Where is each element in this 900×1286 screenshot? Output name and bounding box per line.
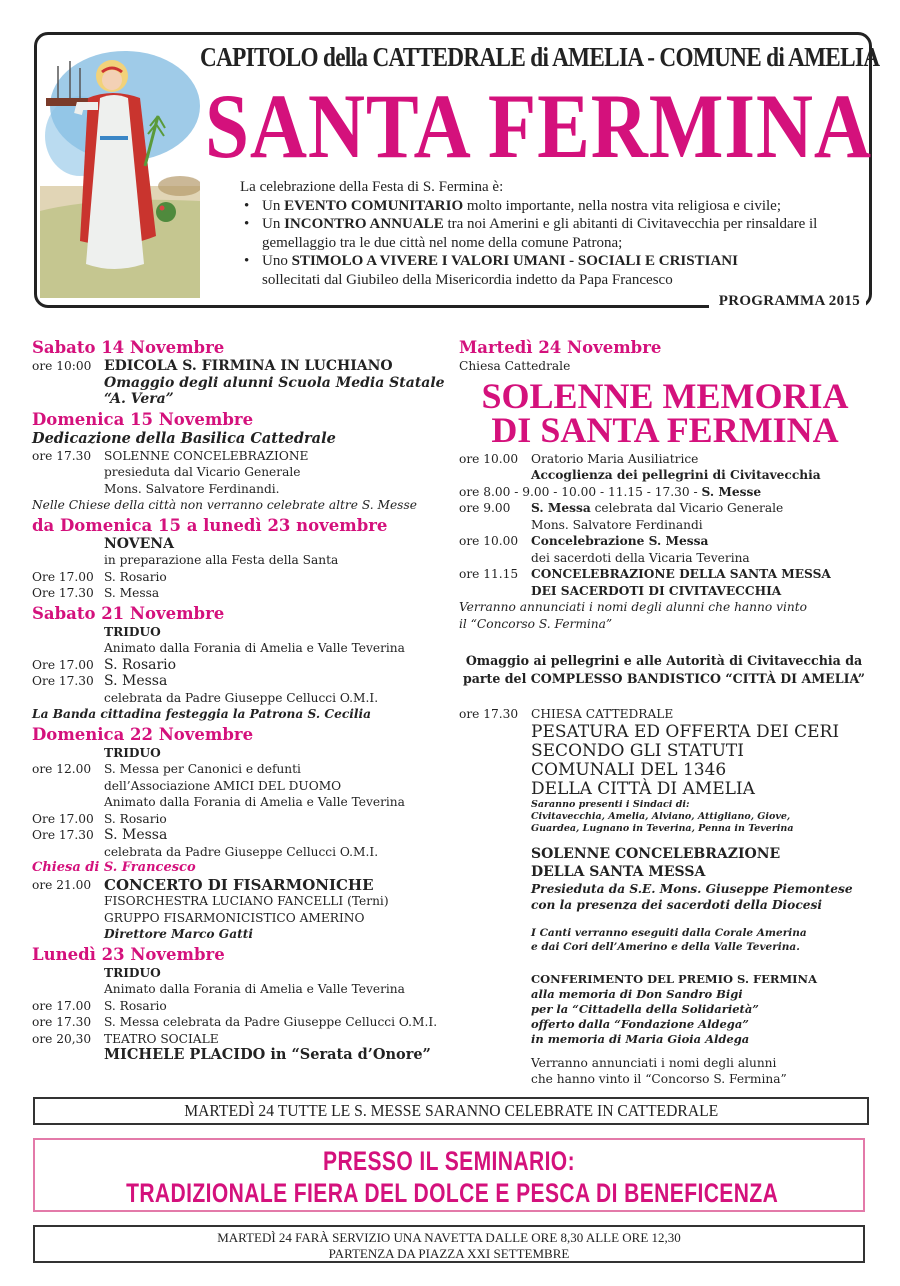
intro-lead: La celebrazione della Festa di S. Fermina è: [240,179,504,195]
shuttle-banner: MARTEDÌ 24 FARÀ SERVIZIO UNA NAVETTA DALLE ORE 8,30 ALLE ORE 12,30 PARTENZA DA PIAZZA XXI SETTEMBRE [33,1225,865,1263]
event-row: Ore 17.00 S. Rosario [32,656,177,673]
intro-bullet: • Uno STIMOLO A VIVERE I VALORI UMANI - SOCIALI E CRISTIANI sollecitati dal Giubileo della Misericordia indetto da Papa Francesco [240,252,852,289]
event-row: ore 10:00 EDICOLA S. FIRMINA IN LUCHIANO Omaggio degli alunni Scuola Media Statale “A. Vera” [32,358,445,407]
event-row: ore 20,30 TEATRO SOCIALE MICHELE PLACIDO in “Serata d’Onore” [32,1031,431,1063]
event-row: ore 9.00 S. Messa celebrata dal Vicario Generale Mons. Salvatore Ferdinandi [459,501,784,532]
day-heading: Domenica 15 Novembre [32,409,254,429]
church-heading: Chiesa di S. Francesco [32,860,196,875]
note: Nelle Chiese della città non verranno celebrate altre S. Messe [32,498,417,512]
saint-fermina-illustration [40,36,200,298]
band-tribute: Omaggio ai pellegrini e alle Autorità di Civitavecchia da parte del COMPLESSO BANDISTICO “CITTÀ DI AMELIA” [462,653,866,686]
note: il “Concorso S. Fermina” [459,616,613,631]
event-row: ore 12.00 S. Messa per Canonici e defunti dell’Associazione AMICI DEL DUOMO Animato dalla Forania di Amelia e Valle Teverina [32,762,405,809]
day-heading: Domenica 22 Novembre [32,724,254,744]
note: Verranno annunciati i nomi degli alunni che hanno vinto [459,600,807,614]
location: Chiesa Cattedrale [459,359,571,373]
note: La Banda cittadina festeggia la Patrona S. Cecilia [32,707,372,721]
day-heading: da Domenica 15 a lunedì 23 novembre [32,515,388,535]
event-row: ore 11.15 CONCELEBRAZIONE DELLA SANTA MESSA DEI SACERDOTI DI CIVITAVECCHIA [459,567,831,598]
award-section: CONFERIMENTO DEL PREMIO S. FERMINA alla memoria di Don Sandro Bigi per la “Cittadella della Solidarietà” offerto dalla “Fondazione Aldega” in memoria di Maria Gioia Aldega [531,971,817,1046]
intro-bullets [240,197,852,290]
programma-label: PROGRAMMA 2015 [709,293,866,310]
schedule-right-column [459,336,869,1088]
schedule-left-column: Sabato 14 Novembre ore 10:00 EDICOLA S. FIRMINA IN LUCHIANO Omaggio degli alunni Scuola Media Statale “A. Vera” Domenica 15 Novembre Dedicazione della Basilica Cattedrale ore 17.30 SOLENNE CONCELEBRAZIONE presieduta dal Vicario Generale Mons. Salvatore Ferdinandi. Nelle Chiese della città non verranno celebrate altre S. Messe da Domenica 15 a lunedì 23 novembre NOVENA in preparazione alla Festa della Santa Ore 17.00 S. Rosario Ore 17.30 S. Messa Sabato 21 Novembre TRIDUO Animato dalla Forania di Amelia e Valle Teverina Ore 17.00 S. Rosario Ore 17.30 S. Messa celebrata da Padre Giuseppe Cellucci O.M.I. La Banda cittadina festeggia la Patrona S. Cecilia Domenica 22 Novembre TRIDUO ore 12.00 S. Messa per Canonici e defunti dell’Associazione AMICI DEL DUOMO Animato dalla Forania di Amelia e Valle Teverina Ore 17.00 S. Rosario Ore 17.30 S. Messa celebrata da Padre Giuseppe Cellucci O.M.I. Chiesa di S. Francesco ore 21.00 CONCERTO DI FISARMONICHE FISORCHESTRA LUCIANO FANCELLI (Terni) GRUPPO FISARMONICISTICO AMERINO Direttore Marco Gatti Lunedì 23 Novembre TRIDUO Animato dalla Forania di Amelia e Valle Teverina ore 17.00 S. Rosario ore 17.30 S. Messa celebrata da Padre Giuseppe Cellucci O.M.I. ore 20,30 TEATRO SOCIALE MICHELE PLACIDO in “Serata d’Onore” [32,336,447,1064]
concelebration: SOLENNE CONCELEBRAZIONE DELLA SANTA MESSA Presieduta da S.E. Mons. Giuseppe Piemontese con la presenza dei sacerdoti della Diocesi [531,845,853,912]
choirs-note: I Canti verranno eseguiti dalla Corale Amerina e dai Cori dell’Amerino e della Valle Teverina. [531,926,807,953]
day-subtitle: Dedicazione della Basilica Cattedrale [32,429,336,447]
main-event-headline: SOLENNE MEMORIA DI SANTA FERMINA [481,375,849,450]
intro-bullet: • Un EVENTO COMUNITARIO molto importante, nella nostra vita religiosa e civile; [240,197,852,216]
event-row: ore 8.00 - 9.00 - 10.00 - 11.15 - 17.30 - S. Messe [459,484,762,499]
organizer-heading: CAPITOLO della CATTEDRALE di AMELIA - COMUNE di AMELIA [200,42,880,72]
event-row: ore 17.30 S. Messa celebrata da Padre Giuseppe Cellucci O.M.I. [32,1015,438,1029]
event-row: ore 10.00 Concelebrazione S. Messa dei sacerdoti della Vicaria Teverina [459,534,750,565]
day-heading: Lunedì 23 Novembre [32,944,225,964]
day-heading: Sabato 21 Novembre [32,603,225,623]
event-row: ore 17.00 S. Rosario [32,998,167,1013]
day-heading: Martedì 24 Novembre [459,338,662,357]
event-row: ore 10.00 Oratorio Maria Ausiliatrice Accoglienza dei pellegrini di Civitavecchia [459,451,821,482]
event-row: Ore 17.00 S. Rosario [32,569,167,584]
event-row: Ore 17.30 S. Messa celebrata da Padre Giuseppe Cellucci O.M.I. [32,673,379,705]
final-note: Verranno annunciati i nomi degli alunni che hanno vinto il “Concorso S. Fermina” [531,1055,787,1086]
event-row: Ore 17.00 S. Rosario [32,811,167,826]
event-row: ore 17.30 CHIESA CATTEDRALE PESATURA ED OFFERTA DEI CERI SECONDO GLI STATUTI COMUNALI DEL 1346 DELLA CITTÀ DI AMELIA Saranno presenti i Sindaci di: Civitavecchia, Amelia, Alviano, Attigliano, Giove, Guardea, Lugnano in Teverina, Penna in Teverina [459,707,840,834]
seminary-fair-banner: PRESSO IL SEMINARIO: TRADIZIONALE FIERA DEL DOLCE E PESCA DI BENEFICENZA [33,1138,865,1212]
event-row: ore 17.30 SOLENNE CONCELEBRAZIONE presieduta dal Vicario Generale Mons. Salvatore Ferdinandi. [32,448,309,496]
event-row: ore 21.00 CONCERTO DI FISARMONICHE FISORCHESTRA LUCIANO FANCELLI (Terni) GRUPPO FISARMONICISTICO AMERINO Direttore Marco Gatti [32,875,389,941]
page-title: SANTA FERMINA [205,75,872,177]
event-row: Ore 17.30 S. Messa [32,586,160,600]
intro-section [240,178,852,289]
event-row: Ore 17.30 S. Messa celebrata da Padre Giuseppe Cellucci O.M.I. [32,827,379,859]
cathedral-masses-banner: MARTEDÌ 24 TUTTE LE S. MESSE SARANNO CELEBRATE IN CATTEDRALE [33,1097,869,1125]
intro-bullet: • Un INCONTRO ANNUALE tra noi Amerini e gli abitanti di Civitavecchia per rinsaldare il gemellaggio tra le due città nel nome della comune Patrona; [240,215,852,252]
day-heading: Sabato 14 Novembre [32,338,225,357]
